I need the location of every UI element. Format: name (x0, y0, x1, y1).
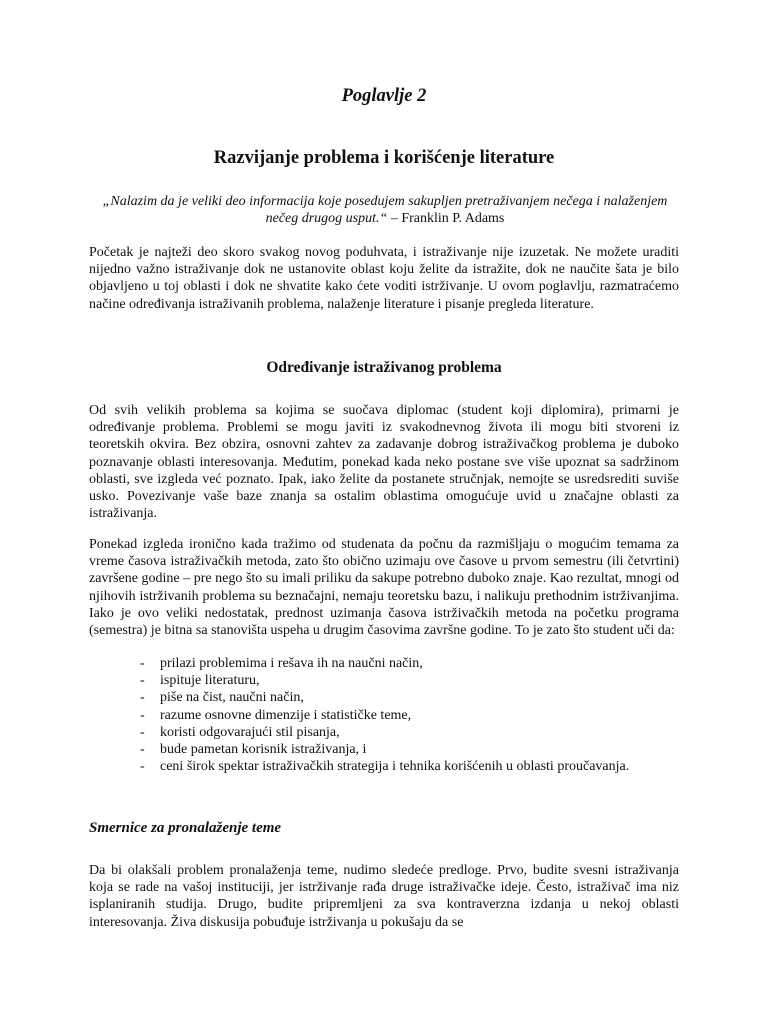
list-item-text: koristi odgovarajući stil pisanja, (160, 724, 340, 740)
section-heading: Određivanje istraživanog problema (266, 359, 502, 376)
epigraph (90, 193, 680, 227)
chapter-label: Poglavlje 2 (341, 86, 427, 106)
list-item (89, 724, 679, 741)
list-bullet: - (140, 656, 145, 671)
section-paragraph-2: Ponekad izgleda ironično kada tražimo od studenata da počnu da razmišljaju o mogućim temama za vreme časova istraživačkih metoda, zato što obično uzimaju ove časove u prvom semestru (ili četvrtini) završene godine – pre nego što su imali priliku da sakupe potrebno duboko znaje. Kao rezultat, mnogi od njihovih istrživanih problema su beznačajni, nemaju teoretsku bazu, i nalikuju prethodnim istrživanjima. Iako je ovo veliki nedostatak, prednost uzimanja časova istrživačkih metoda na početku programa (semestra) je bitna sa stanovišta uspeha u drugim časovima završne godine. To je zato što student uči da: (89, 537, 679, 639)
list-item (89, 655, 679, 672)
list-bullet: - (140, 742, 145, 758)
list-item-text: piše na čist, naučni način, (160, 690, 304, 706)
subsection-paragraph: Da bi olakšali problem pronalaženja teme, nudimo sledeće predloge. Prvo, budite svesni istraživanja koja se rade na vašoj instituciji, jer istrživanje rađa druge istraživačke ideje. Često, istraživač ima niz isplaniranih studija. Drugo, budite pripremljeni za sva kontraverzna izdanja u nekoj oblasti interesovanja. Živa diskusija pobuđuje istrživanja u pokušaju da se (89, 863, 679, 930)
list-item-text: razume osnovne dimenzije i statističke teme, (160, 707, 412, 723)
intro-paragraph: Početak je najteži deo skoro svakog novog poduhvata, i istraživanje nije izuzetak. Ne možete uraditi nijedno važno istraživanje dok ne ustanovite oblast koju želite da istražite, dok ne naučite šata je bilo objavljeno u toj oblasti i dok ne shvatite kako ćete voditi istrživanje. U ovom poglavlju, razmatraćemo načine određivanja istraživanih problema, nalaženje literature i pisanje pregleda literature. (89, 245, 679, 312)
list-item (89, 672, 679, 689)
list-item-text: ispituje literaturu, (160, 673, 260, 689)
chapter-title: Razvijanje problema i korišćenje literature (213, 148, 555, 168)
list-item-text: ceni širok spektar istraživačkih strategija i tehnika korišćenih u oblasti proučavanja. (160, 759, 630, 775)
list-bullet: - (140, 673, 145, 689)
list-bullet: - (140, 759, 145, 775)
list-item (89, 707, 679, 724)
list-bullet: - (140, 724, 145, 740)
epigraph-attribution: – Franklin P. Adams (387, 211, 505, 226)
list-bullet: - (140, 690, 145, 706)
section-paragraph-1: Od svih velikih problema sa kojima se suočava diplomac (student koji diplomira), primarni je određivanje problema. Problemi se mogu javiti iz svakodnevnog života ili mogu biti stvoreni iz teoretskih okvira. Bez obzira, osnovni zahtev za zadavanje dobrog istraživačkog problema je duboko poznavanje oblasti interesovanja. Međutim, ponekad kada neko postane sve više upoznat sa sadržinom oblasti, sve izgleda već poznato. Ipak, iako želite da postanete stručnjak, nemojte se usredsrediti suviše usko. Povezivanje vaše baze znanja sa ostalim oblastima omogućuje uvid u značajne oblasti za istraživanja. (89, 403, 679, 522)
list-bullet: - (140, 707, 145, 723)
list-item-text: prilazi problemima i rešava ih na naučni način, (160, 656, 423, 671)
subsection-heading: Smernice za pronalaženje teme (89, 820, 282, 836)
skills-list (89, 655, 679, 775)
epigraph-quote: „Nalazim da je veliki deo informacija koje posedujem sakupljen pretraživanjem nečega i nalaženjem nečeg drugog usput.“ (102, 194, 668, 226)
list-item-text: bude pametan korisnik istraživanja, i (160, 742, 367, 758)
list-item (89, 689, 679, 706)
list-item (89, 741, 679, 758)
list-item (89, 758, 679, 775)
